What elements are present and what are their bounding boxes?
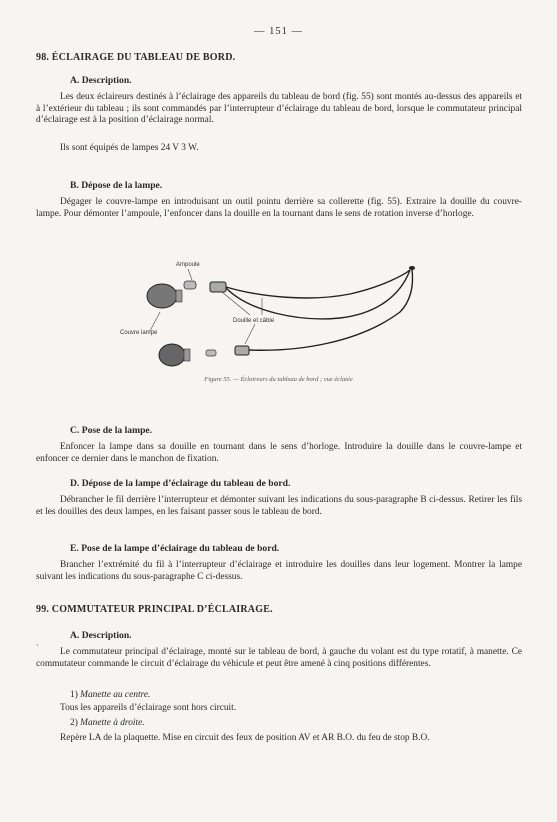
s98-a-heading: A. Description. — [70, 75, 132, 86]
cable-upper — [226, 270, 410, 298]
s98-b-heading: B. Dépose de la lampe. — [70, 180, 163, 191]
bulb-upper — [184, 281, 196, 289]
s98-d-paragraph-1: Débrancher le fil derrière l’interrupteur et démonter suivant les indications du sous-paragraphe B ci-dessus. Retirer les fils et les douilles des deux lampes, en les faisant passer sous le tableau de bord. — [36, 495, 522, 517]
s98-e-heading: E. Pose de la lampe d’éclairage du tableau de bord. — [70, 543, 280, 554]
socket-lower — [235, 346, 249, 355]
s98-b-paragraph-1: Dégager le couvre-lampe en introduisant un outil pointu derrière sa collerette (fig. 55). Extraire la douille du couvre-lampe. Pour démonter l’ampoule, l’enfoncer dans la douille en la tournant dans le sens de rotation inverse d’horloge. — [36, 197, 522, 219]
label-ampoule: Ampoule — [176, 262, 200, 268]
s99-item-2-text: Repère LA de la plaquette. Mise en circuit des feux de position AV et AR B.O. du feu de stop B.O. — [60, 733, 430, 743]
cover-lamp-upper — [147, 284, 177, 308]
s98-d-heading: D. Dépose de la lampe d’éclairage du tableau de bord. — [70, 478, 291, 489]
cover-lamp-lower — [159, 344, 185, 366]
section-99-title: 99. COMMUTATEUR PRINCIPAL D’ÉCLAIRAGE. — [36, 604, 273, 615]
cable-upper-2 — [226, 270, 410, 319]
bulb-lower — [206, 350, 216, 356]
s98-c-heading: C. Pose de la lampe. — [70, 425, 153, 436]
figure-caption: Figure 55. — Éclaireurs du tableau de bord ; vue éclatée — [204, 376, 353, 383]
s99-a-paragraph-1: Le commutateur principal d’éclairage, monté sur le tableau de bord, à gauche du volant est du type rotatif, à manette. Ce commutateur commande le circuit d’éclairage du véhicule et peut être amené à cinq positions différentes. — [36, 647, 522, 669]
page-number: — 151 — — [254, 26, 303, 37]
label-douille-cable: Douille et câble — [233, 318, 275, 324]
section-98-title: 98. ÉCLAIRAGE DU TABLEAU DE BORD. — [36, 52, 236, 63]
label-couvre-lampe: Couvre lampe — [120, 330, 158, 336]
s98-a-paragraph-2: Ils sont équipés de lampes 24 V 3 W. — [60, 143, 199, 153]
s99-a-heading: A. Description. — [70, 630, 132, 641]
figure-55-exploded-view — [110, 252, 440, 382]
s98-c-paragraph-1: Enfoncer la lampe dans sa douille en tournant dans le sens d’horloge. Introduire la douille dans le couvre-lampe et enfoncer ce dernier dans le manchon de fixation. — [36, 442, 522, 464]
stray-mark: ‚ — [36, 638, 39, 647]
s98-e-paragraph-1: Brancher l’extrémité du fil à l’interrupteur d’éclairage et introduire les douilles dans leur logement. Montrer la lampe suivant les indications du sous-paragraphe C ci-dessus. — [36, 560, 522, 582]
s99-item-1-heading: 1) Manette au centre. — [70, 690, 151, 700]
s98-a-paragraph-1: Les deux éclaireurs destinés à l’éclairage des appareils du tableau de bord (fig. 55) sont montés au-dessus des appareils et à l’extérieur du tableau ; ils sont commandés par l’interrupteur d’éclairage du tableau de bord, lorsque le commutateur principal d’éclairage est à la position d’éclairage normal. — [36, 92, 522, 126]
s99-item-2-heading: 2) Manette à droite. — [70, 718, 145, 728]
socket-upper — [210, 282, 226, 292]
s99-item-1-text: Tous les appareils d’éclairage sont hors circuit. — [60, 703, 237, 713]
